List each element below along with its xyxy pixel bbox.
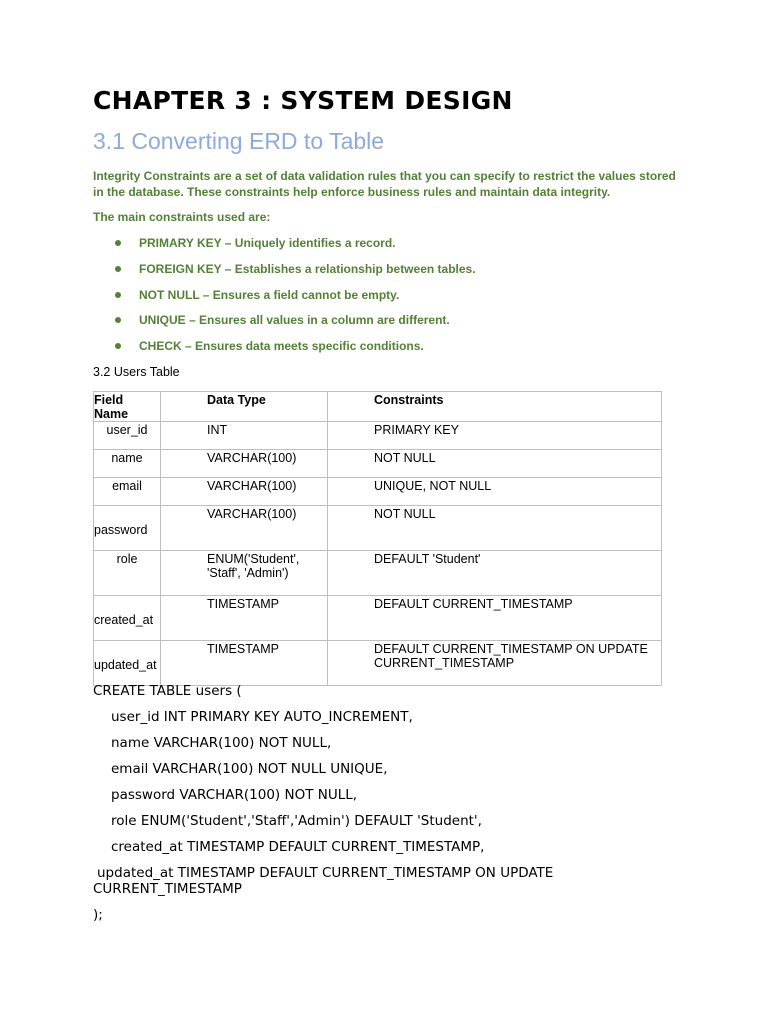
table-row [94, 641, 662, 686]
users-table-caption: 3.2 Users Table [93, 365, 180, 379]
list-item [93, 262, 476, 288]
bullet-icon [115, 317, 121, 323]
cell-constraints: DEFAULT CURRENT_TIMESTAMP ON UPDATE CURRENT_TIMESTAMP [328, 641, 662, 686]
sql-line: role ENUM('Student','Staff','Admin') DEFAULT 'Student', [111, 813, 482, 829]
table-row [94, 478, 662, 506]
cell-constraints: PRIMARY KEY [328, 422, 662, 450]
cell-data-type: VARCHAR(100) [161, 506, 328, 551]
list-item [93, 339, 476, 365]
cell-data-type: TIMESTAMP [161, 596, 328, 641]
cell-field-name: role [94, 551, 161, 596]
sql-code-block [93, 683, 653, 923]
cell-constraints: DEFAULT CURRENT_TIMESTAMP [328, 596, 662, 641]
table-row [94, 450, 662, 478]
sql-line: name VARCHAR(100) NOT NULL, [111, 735, 332, 751]
sql-line: CREATE TABLE users ( [93, 683, 242, 699]
constraint-text: PRIMARY KEY – Uniquely identifies a record. [139, 236, 396, 250]
cell-data-type: INT [161, 422, 328, 450]
chapter-title: CHAPTER 3 : SYSTEM DESIGN [93, 86, 513, 115]
table-header-row [94, 392, 662, 422]
header-field-name: Field Name [94, 392, 161, 422]
constraint-text: UNIQUE – Ensures all values in a column are different. [139, 313, 450, 328]
cell-field-name: email [94, 478, 161, 506]
cell-data-type: VARCHAR(100) [161, 450, 328, 478]
header-data-type: Data Type [161, 392, 328, 422]
bullet-icon [115, 266, 121, 272]
constraint-text: CHECK – Ensures data meets specific conditions. [139, 339, 424, 354]
cell-data-type: TIMESTAMP [161, 641, 328, 686]
cell-field-name: user_id [94, 422, 161, 450]
intro-paragraph: Integrity Constraints are a set of data validation rules that you can specify to restrict the values stored in the database. These constraints help enforce business rules and maintain data integrity. [93, 169, 676, 199]
sql-line: CURRENT_TIMESTAMP [93, 881, 242, 897]
cell-field-name: password [94, 506, 161, 551]
cell-constraints: DEFAULT 'Student' [328, 551, 662, 596]
sql-line: email VARCHAR(100) NOT NULL UNIQUE, [111, 761, 388, 777]
cell-field-name: updated_at [94, 641, 161, 686]
sql-line: updated_at TIMESTAMP DEFAULT CURRENT_TIMESTAMP ON UPDATE [97, 865, 554, 881]
cell-constraints: UNIQUE, NOT NULL [328, 478, 662, 506]
section-heading: 3.1 Converting ERD to Table [93, 128, 385, 154]
cell-field-name: name [94, 450, 161, 478]
main-constraints-label: The main constraints used are: [93, 210, 271, 224]
table-row [94, 596, 662, 641]
bullet-icon [115, 343, 121, 349]
table-row [94, 422, 662, 450]
list-item [93, 313, 476, 339]
sql-line: created_at TIMESTAMP DEFAULT CURRENT_TIMESTAMP, [111, 839, 485, 855]
table-row [94, 551, 662, 596]
constraint-text: FOREIGN KEY – Establishes a relationship between tables. [139, 261, 476, 276]
sql-line: ); [93, 907, 103, 923]
sql-line: user_id INT PRIMARY KEY AUTO_INCREMENT, [111, 709, 413, 725]
cell-field-name: created_at [94, 596, 161, 641]
cell-constraints: NOT NULL [328, 450, 662, 478]
bullet-icon [115, 240, 121, 246]
bullet-icon [115, 292, 121, 298]
sql-line: password VARCHAR(100) NOT NULL, [111, 787, 358, 803]
list-item [93, 236, 476, 262]
cell-constraints: NOT NULL [328, 506, 662, 551]
list-item [93, 288, 476, 314]
table-row [94, 506, 662, 551]
constraints-list [93, 236, 476, 365]
users-table [93, 391, 662, 686]
cell-data-type: ENUM('Student', 'Staff', 'Admin') [161, 551, 328, 596]
constraint-text: NOT NULL – Ensures a field cannot be empty. [139, 287, 400, 302]
header-constraints: Constraints [328, 392, 662, 422]
cell-data-type: VARCHAR(100) [161, 478, 328, 506]
